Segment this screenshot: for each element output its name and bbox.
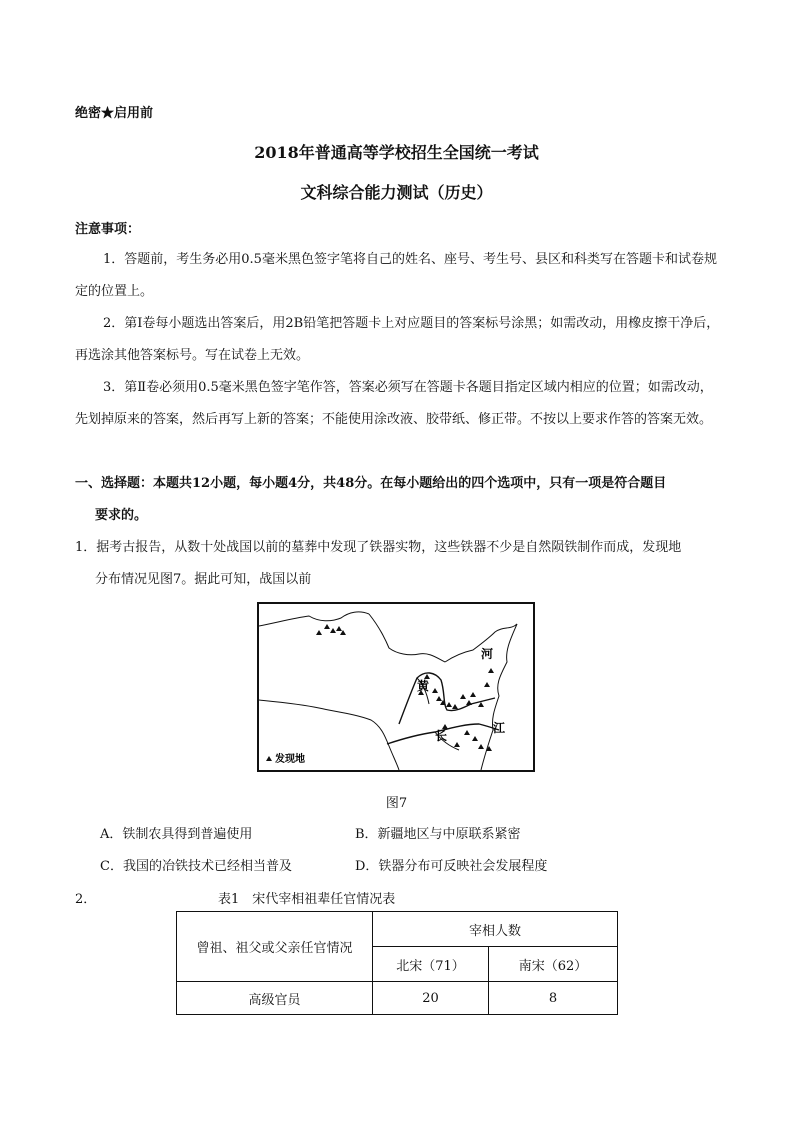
notice-item-1: 1．答题前，考生务必用0.5毫米黑色签字笔将自己的姓名、座号、考生号、县区和科类写在答题卡和试卷规定的位置上。 bbox=[75, 252, 717, 299]
table-cell-north: 20 bbox=[373, 982, 489, 1015]
option-a: A．铁制农具得到普遍使用 bbox=[100, 827, 253, 842]
table-1 bbox=[176, 911, 618, 1015]
table-cell-south: 8 bbox=[489, 982, 618, 1015]
secret-label: 绝密★启用前 bbox=[75, 106, 154, 121]
table-col-south-song: 南宋（62） bbox=[489, 947, 618, 982]
notice-item-3: 3．第Ⅱ卷必须用0.5毫米黑色签字笔作答，答案必须写在答题卡各题目指定区域内相应的位置；如需改动，先划掉原来的答案，然后再写上新的答案；不能使用涂改液、胶带纸、修正带。不按以上要求作答的答案无效。 bbox=[75, 380, 713, 427]
option-d: D．铁器分布可反映社会发展程度 bbox=[355, 859, 548, 874]
table-col-north-song: 北宋（71） bbox=[373, 947, 489, 982]
notice-item-2: 2．第Ⅰ卷每小题选出答案后，用2B铅笔把答题卡上对应题目的答案标号涂黑；如需改动，用橡皮擦干净后，再选涂其他答案标号。写在试卷上无效。 bbox=[75, 316, 720, 363]
option-b: B．新疆地区与中原联系紧密 bbox=[355, 827, 521, 842]
map-label-huang: 黄 bbox=[417, 679, 430, 693]
map-label-jiang: 江 bbox=[493, 721, 506, 735]
map-label-chang: 长 bbox=[435, 729, 448, 743]
question-2-number: 2． bbox=[75, 892, 97, 907]
option-c: C．我国的冶铁技术已经相当普及 bbox=[100, 859, 292, 874]
figure-7-map bbox=[257, 602, 535, 772]
table-group-header: 宰相人数 bbox=[373, 912, 618, 947]
table-cell-label: 高级官员 bbox=[177, 982, 373, 1015]
map-label-he: 河 bbox=[481, 647, 494, 661]
map-svg bbox=[259, 604, 533, 770]
question-1-stem bbox=[75, 532, 721, 596]
section-text: 本题共12小题，每小题4分，共48分。在每小题给出的四个选项中，只有一项是符合题目 bbox=[153, 476, 667, 491]
section-heading bbox=[75, 468, 721, 532]
section-prefix: 一、选择题： bbox=[75, 476, 154, 491]
notice-heading: 注意事项： bbox=[75, 222, 141, 237]
question-1-line-1: 1．据考古报告，从数十处战国以前的墓葬中发现了铁器实物，这些铁器不少是自然陨铁制作而成，发现地 bbox=[75, 540, 682, 555]
map-legend-label: 发现地 bbox=[275, 754, 305, 765]
table-1-caption: 表1 宋代宰相祖辈任官情况表 bbox=[218, 892, 396, 907]
table-row bbox=[177, 982, 618, 1015]
section-text-2: 要求的。 bbox=[95, 508, 148, 523]
question-1-line-2: 分布情况见图7。据此可知，战国以前 bbox=[95, 572, 312, 587]
exam-subtitle: 文科综合能力测试（历史） bbox=[300, 183, 493, 202]
find-site-markers bbox=[316, 624, 494, 751]
exam-title: 2018年普通高等学校招生全国统一考试 bbox=[254, 143, 539, 162]
table-row-header: 曾祖、祖父或父亲任官情况 bbox=[177, 912, 373, 982]
legend-triangle-icon bbox=[266, 756, 272, 761]
figure-7-caption: 图7 bbox=[385, 796, 408, 811]
